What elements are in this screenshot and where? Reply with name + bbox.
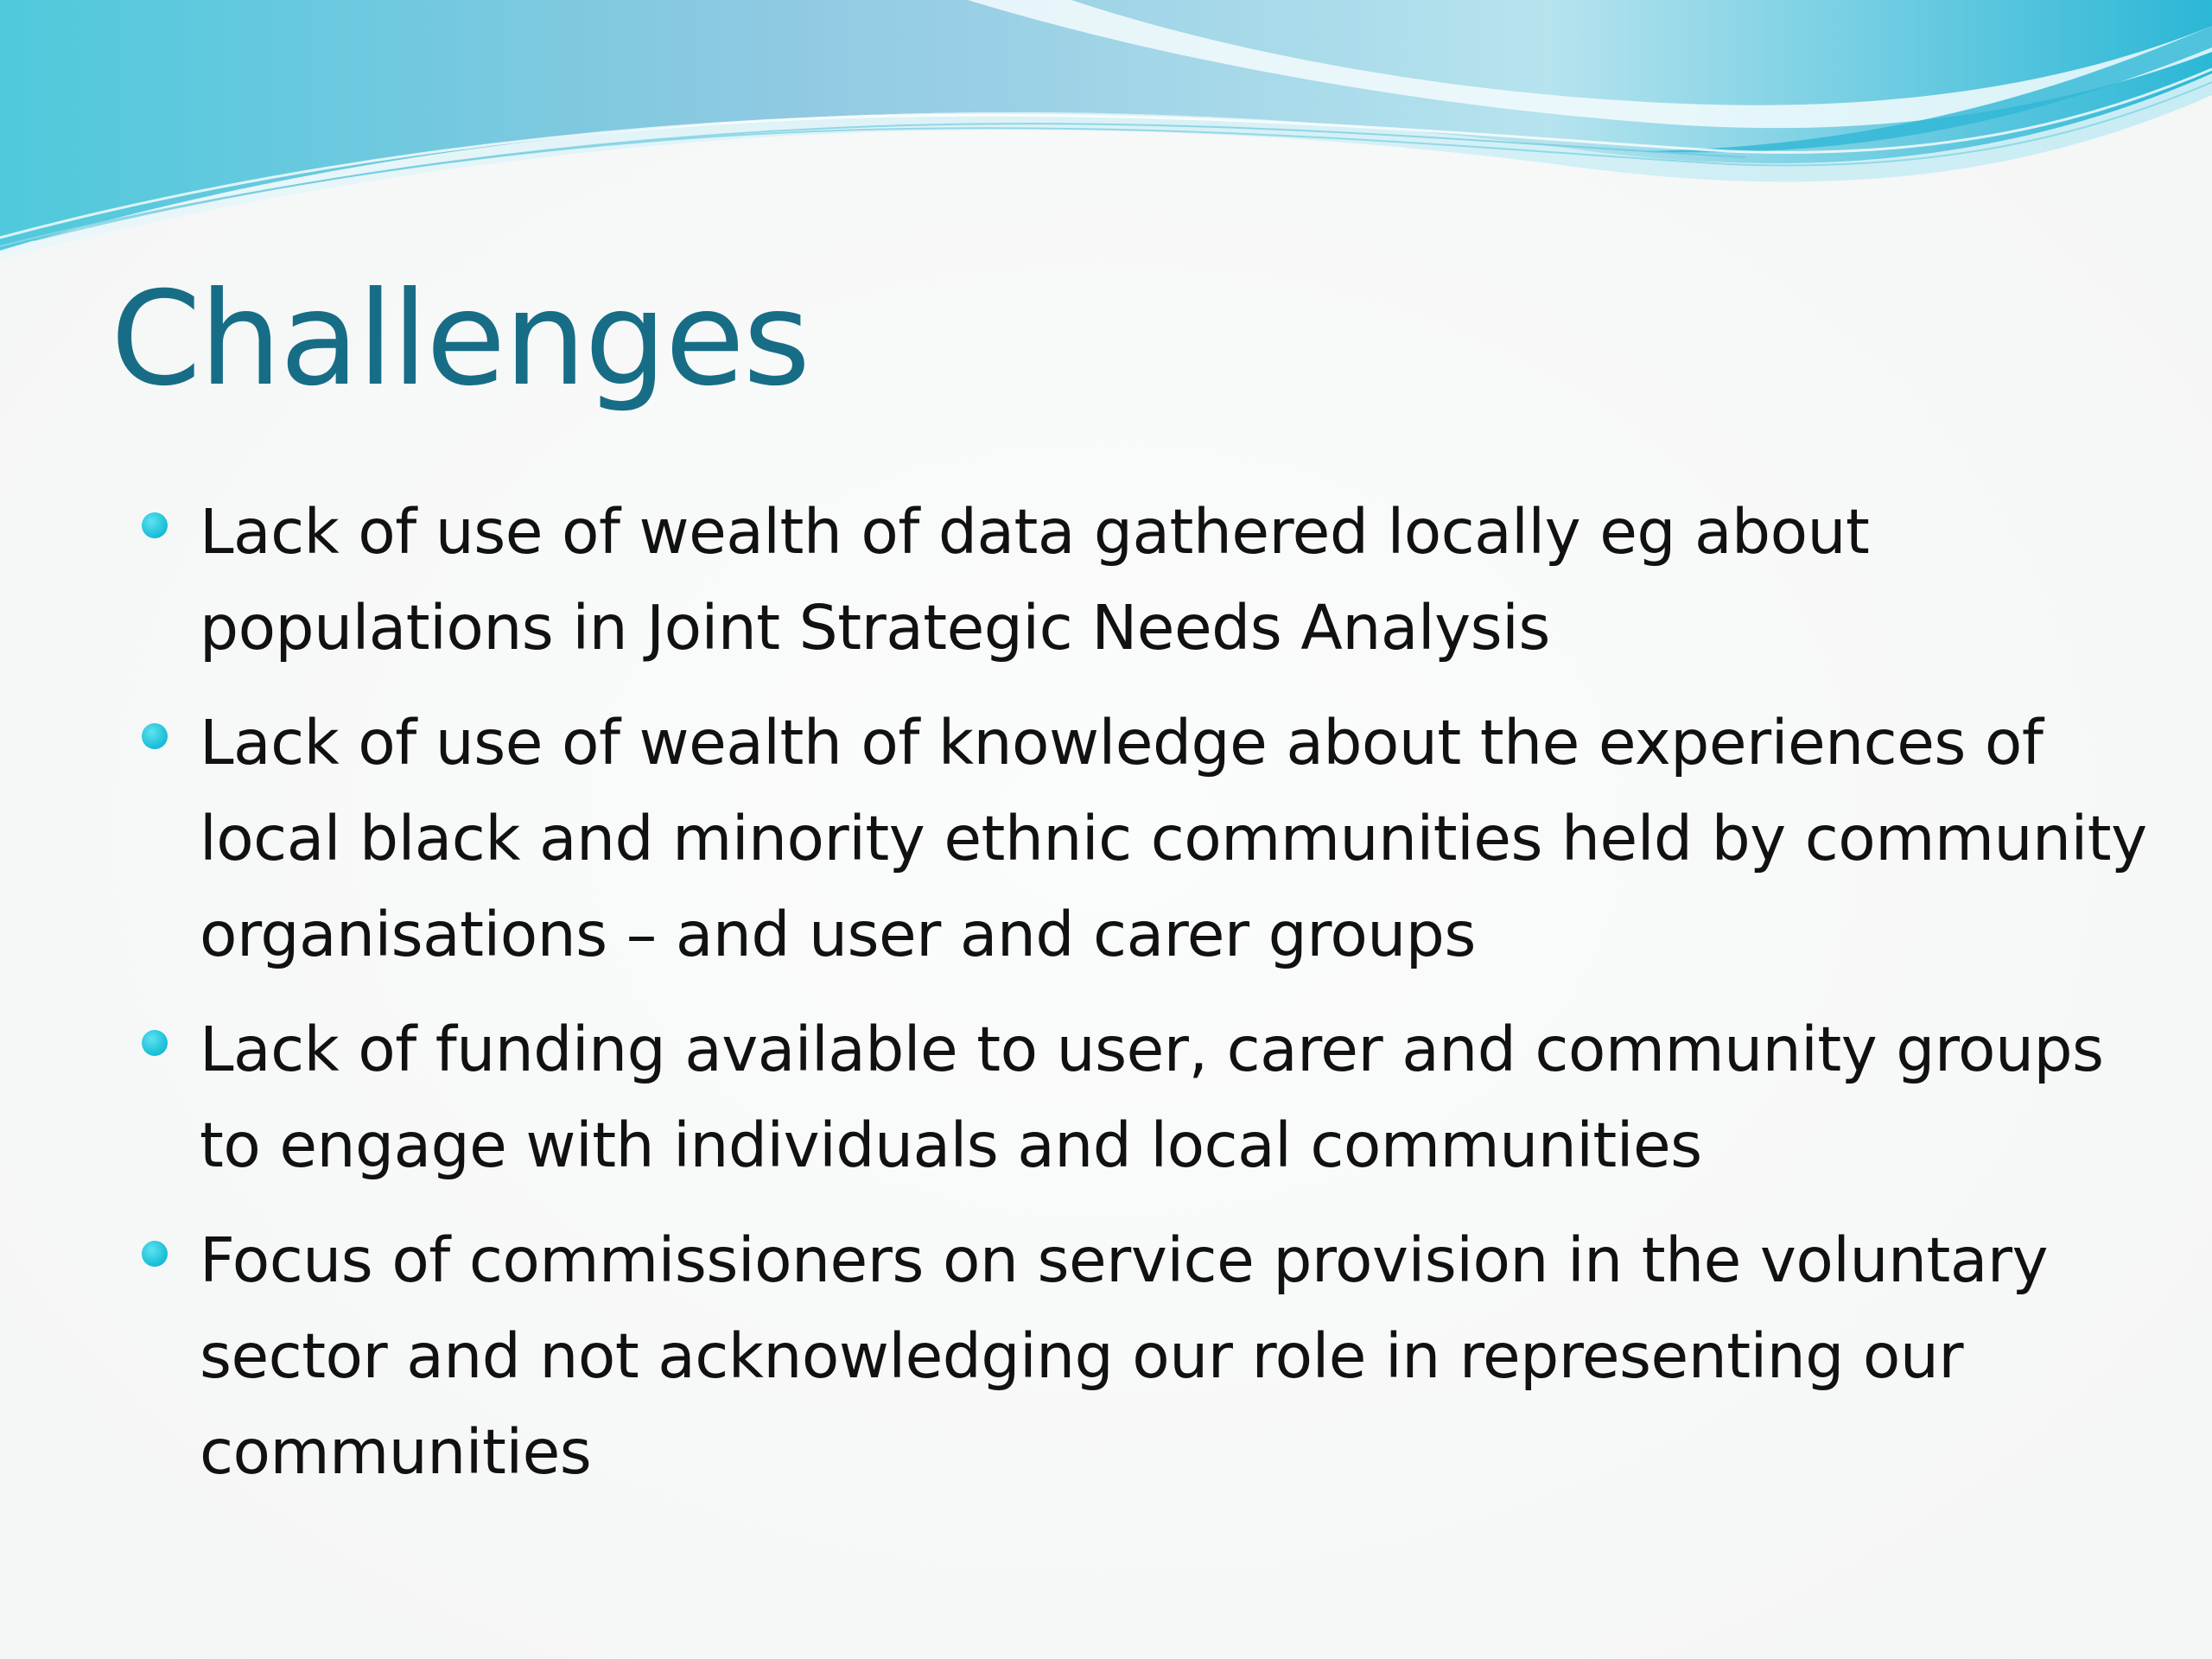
- slide-title: Challenges: [111, 264, 810, 415]
- bullet-dot-icon: [142, 723, 168, 749]
- bullet-item: [137, 695, 2150, 982]
- wave-header-decoration: [0, 0, 2212, 276]
- bullet-dot-icon: [142, 1030, 168, 1056]
- bullet-text: Lack of use of wealth of data gathered locally eg about populations in Joint Strategic Needs Analysis: [200, 496, 1870, 664]
- bullet-item: [137, 1001, 2150, 1193]
- bullet-text: Lack of funding available to user, carer and community groups to engage with individuals and local communities: [200, 1014, 2104, 1181]
- bullet-item: [137, 484, 2150, 676]
- bullet-text: Focus of commissioners on service provision in the voluntary sector and not acknowledging our role in representing our communities: [200, 1224, 2049, 1488]
- bullet-item: [137, 1212, 2150, 1500]
- bullet-dot-icon: [142, 1241, 168, 1267]
- bullet-text: Lack of use of wealth of knowledge about the experiences of local black and minority ethnic communities held by community organisations – and user and carer groups: [200, 707, 2147, 970]
- bullet-dot-icon: [142, 512, 168, 538]
- bullet-list: [137, 484, 2150, 1519]
